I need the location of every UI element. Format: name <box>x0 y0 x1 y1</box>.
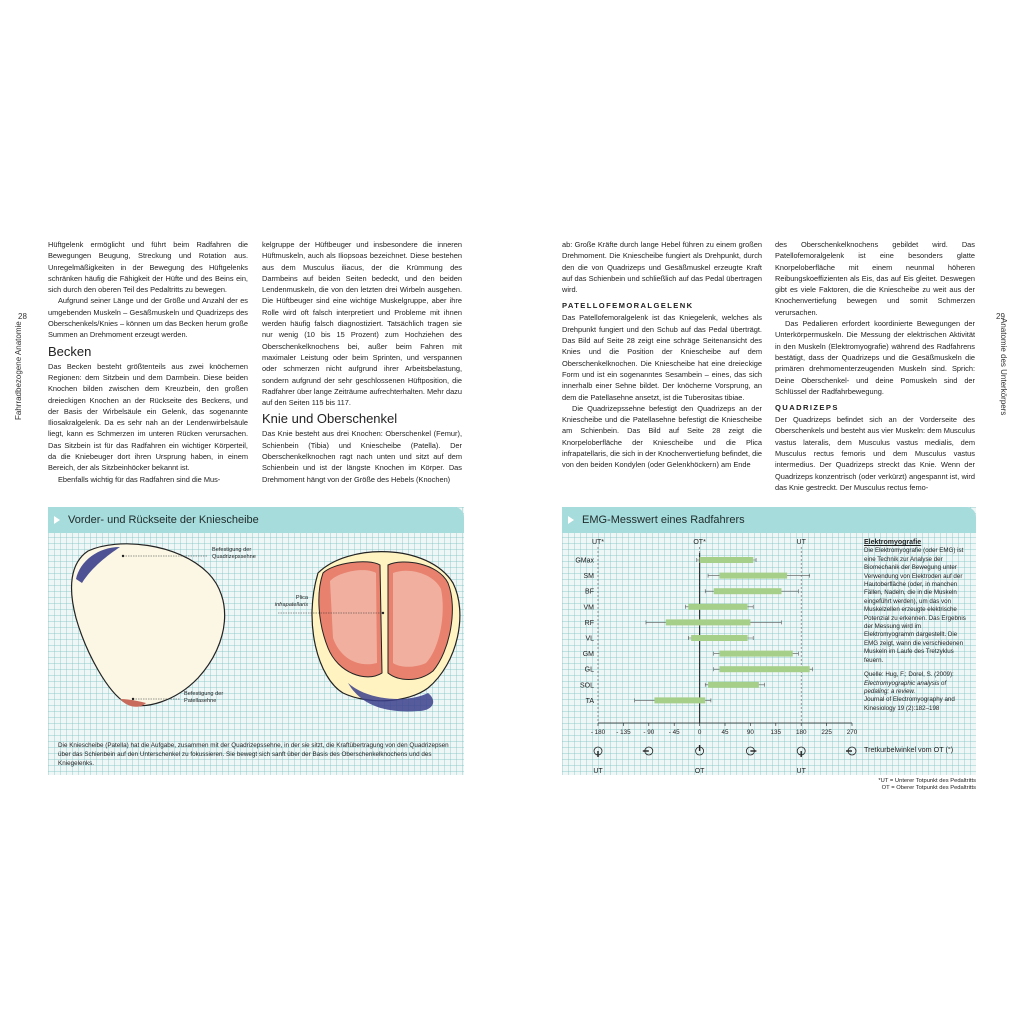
right-column-2 <box>775 239 975 493</box>
bottom-dead-center-label: OT <box>694 768 705 775</box>
left-column-2 <box>262 239 462 485</box>
page-number-right: 29 <box>996 312 1005 321</box>
x-tick-label: 270 <box>846 729 858 736</box>
muscle-label: TA <box>585 697 594 705</box>
emg-bar-vl <box>691 635 747 641</box>
section-heading: Becken <box>48 343 92 359</box>
muscle-label: RF <box>584 619 594 627</box>
emg-bar-vm <box>688 604 747 610</box>
bottom-dead-center-label: UT <box>796 768 806 775</box>
panel-title: Vorder- und Rückseite der Kniescheibe <box>68 514 259 526</box>
emg-bar-gl <box>719 666 809 672</box>
page-number-left: 28 <box>18 312 27 321</box>
patella-illustration <box>48 533 464 738</box>
label-patellar-tendon: Befestigung der Patellasehne <box>184 691 224 705</box>
top-dead-center-label: UT <box>796 539 806 546</box>
footnote <box>800 778 976 793</box>
left-column-1 <box>48 239 248 485</box>
triangle-icon <box>54 516 60 524</box>
panel-header <box>48 507 464 533</box>
section-heading: Knie und Oberschenkel <box>262 411 398 427</box>
x-tick-label: 0 <box>697 729 702 736</box>
label-plica <box>248 595 308 609</box>
emg-bar-bf <box>714 588 782 594</box>
x-tick-label: - 180 <box>590 729 606 736</box>
paragraph: des Oberschenkelknochens gebildet wird. Das Patellofemoralgelenk ist eine besonders glatte Knorpeloberfläche mit einem neunmal höheren Reibungskoeffizienten als Eis, das auf Eis gleitet. Deswegen gibt es viele Faktoren, die die Kniescheibe zu weit aus der Knochenvertiefung bewegen und somit Schmerzen verursachen. <box>775 240 975 317</box>
x-tick-label: 45 <box>721 729 729 736</box>
emg-bar-sm <box>719 573 787 579</box>
paragraph: Ebenfalls wichtig für das Radfahren sind die Mus- <box>58 474 221 484</box>
label-plica-line1: Plica <box>295 595 308 601</box>
muscle-label: SOL <box>579 682 594 690</box>
label-plica-line2: infrapatellaris <box>274 602 308 609</box>
top-dead-center-label: OT* <box>693 539 706 546</box>
label-quadriceps-tendon: Befestigung der Quadrizepssehne <box>212 547 256 561</box>
triangle-icon <box>568 516 574 524</box>
x-tick-label: 135 <box>770 729 782 736</box>
note-text: Die Elektromyografie (oder EMG) ist eine Technik zur Analyse der Biomechanik der Bewegung unter Verwendung von Elektroden auf der Hautoberfläche (oder, in manchen Fällen, Nadeln, die in die Muskeln eingeführt werden), um das von Muskelzellen erzeugte elektrische Potenzial zu erkennen. Das Ergebnis der Messung wird im Elektromyogramm dargestellt. Die EMG zeigt, wann die verschiedenen Muskeln im Laufe des Tretzyklus feuern. <box>864 547 966 664</box>
patella-front-view <box>312 552 460 712</box>
muscle-label: VM <box>583 604 594 612</box>
x-tick-label: - 90 <box>643 729 655 736</box>
source-line: Electromyographic analysis of pedaling: a review. <box>864 679 947 695</box>
patella-back-view <box>72 544 225 707</box>
emg-note <box>864 539 970 713</box>
muscle-label: GL <box>584 666 594 674</box>
emg-chart <box>562 533 862 775</box>
section-heading: QUADRIZEPS <box>775 403 839 413</box>
x-axis-label: Tretkurbelwinkel vom OT (°) <box>864 745 954 754</box>
paragraph: Hüftgelenk ermöglicht und führt beim Radfahren die Bewegungen Beugung, Streckung und Rotation aus. Unregelmäßigkeiten in der Bewegung des Hüftgelenks schränken häufig die Fähigkeit der Hüfte und des Beins ein, sich durch den oberen Teil des Pedaltritts zu bewegen. <box>48 240 248 295</box>
paragraph: kelgruppe der Hüftbeuger und insbesondere die inneren Hüftmuskeln, auch als Iliopsoas bezeichnet. Diese bestehen aus dem Musculus iliacus, der die Krümmung des Darmbeins auf beiden Seiten bedeckt, und den beiden Lendenmuskeln, die von den letzten drei Wirbeln ausgehen. Die Hüftbeuger sind eine wichtige Muskelgruppe, aber ihre Rolle wird oft falsch interpretiert und Probleme mit ihnen werden häufig falsch diagnostiziert. Tatsächlich tragen sie nur wenig (10 bis 15 Prozent) zum Hochziehen des Oberschenkelknochens bei, außer beim Fahren mit maximaler Leistung oder beim Sprinten, und verspannen oder schmerzen nicht aufgrund ihrer Arbeitsbelastung, sondern aufgrund der sehr geschlossenen Hüftposition, die Radfahrer über lange Zeiträume aufrechterhalten. Mehr dazu auf den Seiten 115 bis 117. <box>262 240 462 408</box>
side-label-left: Fahrradbezogene Anatomie <box>14 321 23 420</box>
muscle-label: GM <box>582 651 594 659</box>
paragraph: Das Patellofemoralgelenk ist das Kniegelenk, welches als Drehpunkt fungiert und den Schub auf das Pedal überträgt. Das Bild auf Seite 28 zeigt eine schräge Seitenansicht des Knies und die Position der Kniescheibe auf dem Oberschenkelknochen. Die Kniescheibe hat eine dreieckige Form und ist ein sogenanntes Sesambein – eines, das sich innerhalb einer Sehne bildet. Der knöcherne Vorsprung, an dem die Patellasehne ansetzt, ist die Tuberositas tibiae. <box>562 313 762 402</box>
side-label-right: Anatomie des Unterkörpers <box>999 318 1008 416</box>
paragraph: Der Quadrizeps befindet sich an der Vorderseite des Oberschenkels und besteht aus vier Muskeln: dem Musculus vastus lateralis, dem Musculus vastus medialis, dem Musculus rectus femoris und dem Musculus vastus intermedius. Der Quadrizeps streckt das Knie. Wenn der Quadrizeps konzentrisch (oder verkürzt) angespannt ist, wird das Knie gestreckt. Der Musculus rectus femo- <box>775 415 975 492</box>
paragraph: Das Becken besteht größtenteils aus zwei knöchernen Regionen: dem Sitzbein und dem Darmbein. Diese beiden Knochen bilden zwischen dem Kreuzbein, den großen dreieckigen Knochen an der Rückseite des Beckens, und der Basis der Wirbelsäule ein Gelenk, das sogenannte Iliosakralgelenk. Da es sehr nah an der Lendenwirbelsäule liegt, kann es Schmerzen im unteren Rücken verursachen. Das Sitzbein ist für das Radfahren ein wichtiger Körperteil, da die Kniebeuger dort ihren Ursprung haben, in einem Bereich, der als Sitzbeinhöcker bekannt ist. <box>48 361 248 473</box>
paragraph: Das Knie besteht aus drei Knochen: Oberschenkel (Femur), Schienbein (Tibia) und Kniescheibe (Patella). Der Oberschenkelknochen ragt nach unten und sitzt auf dem Schienbein und ist der längste Knochen im Körper. Das Drehmoment hängt von der Größe des Hebels (Knochen) <box>262 429 462 484</box>
muscle-label: VL <box>585 635 594 643</box>
section-heading: PATELLOFEMORALGELENK <box>562 301 694 311</box>
top-dead-center-label: UT* <box>591 539 605 546</box>
x-tick-label: - 45 <box>668 729 680 736</box>
emg-bar-rf <box>666 619 751 625</box>
paragraph: ab: Große Kräfte durch lange Hebel führen zu einem großen Drehmoment. Die Kniescheibe fungiert als Drehpunkt, durch den die von Quadrizeps und Gesäßmuskel erzeugte Kraft auf das Schienbein und schließlich auf das Pedal übertragen wird. <box>562 240 762 295</box>
note-source <box>864 671 970 713</box>
muscle-label: GMax <box>575 557 594 565</box>
x-tick-label: - 135 <box>616 729 631 736</box>
emg-bar-gmax <box>700 557 754 563</box>
emg-chart-panel <box>562 507 976 775</box>
panel-header <box>562 507 976 533</box>
paragraph: Aufgrund seiner Länge und der Größe und Anzahl der es umgebenden Muskeln – Gesäßmuskeln und Quadrizeps des Oberschenkels/Knies – können um das Becken herum große Summen an Drehmoment erzeugt werden. <box>48 296 248 340</box>
source-line: Quelle: Hug, F.; Dorel, S. (2009): <box>864 671 954 679</box>
right-column-1 <box>562 239 762 471</box>
source-line: Journal of Electromyography and Kinesiology 19 (2):182–198 <box>864 696 955 712</box>
bottom-dead-center-label: UT <box>593 768 603 775</box>
emg-bar-sol <box>708 682 759 688</box>
footnote-line: *UT = Unterer Totpunkt des Pedaltritts <box>878 778 976 784</box>
muscle-label: SM <box>583 573 594 581</box>
paragraph: Das Pedalieren erfordert koordinierte Bewegungen der Unterkörpermuskeln. Die Messung der elektrischen Aktivität in den Muskeln (Elektromyografie) während des Radfahrens bestätigt, dass der Quadrizeps und die Gesäßmuskeln die primären drehmomenterzeugenden Muskeln sind. Sprich: Deine Oberschenkel- und deine Pomuskeln sind der Schlüssel der Radfahrbewegung. <box>775 319 975 396</box>
panel-title: EMG-Messwert eines Radfahrers <box>582 514 745 526</box>
x-tick-label: 90 <box>746 729 754 736</box>
note-title: Elektromyografie <box>864 539 922 546</box>
figure-caption: Die Kniescheibe (Patella) hat die Aufgabe, zusammen mit der Quadrizepssehne, in der sie sitzt, die Kraftübertragung von den Quadrizepsen über das Schienbein auf den Unterschenkel zu fokussieren. Sie bewegt sich sanft über der Basis des Oberschenkelknochens und des Kniegelenks. <box>58 742 449 767</box>
x-tick-label: 180 <box>795 729 807 736</box>
emg-bar-ta <box>654 697 705 703</box>
emg-bar-gm <box>719 651 792 657</box>
footnote-line: OT = Oberer Totpunkt des Pedaltritts <box>881 785 976 792</box>
x-tick-label: 225 <box>821 729 832 736</box>
muscle-label: BF <box>585 588 594 596</box>
paragraph: Die Quadrizepssehne befestigt den Quadrizeps an der Kniescheibe und die Patellasehne befestigt die Kniescheibe am Schienbein. Das Bild auf Seite 28 zeigt die Knorpeloberfläche der Kniescheibe und die Plica infrapatellaris, die sich in der Knochenvertiefung befindet, die von den beiden Kondylen (oder Gelenkhöckern) am Ende <box>562 403 762 470</box>
patella-figure-panel <box>48 507 464 775</box>
